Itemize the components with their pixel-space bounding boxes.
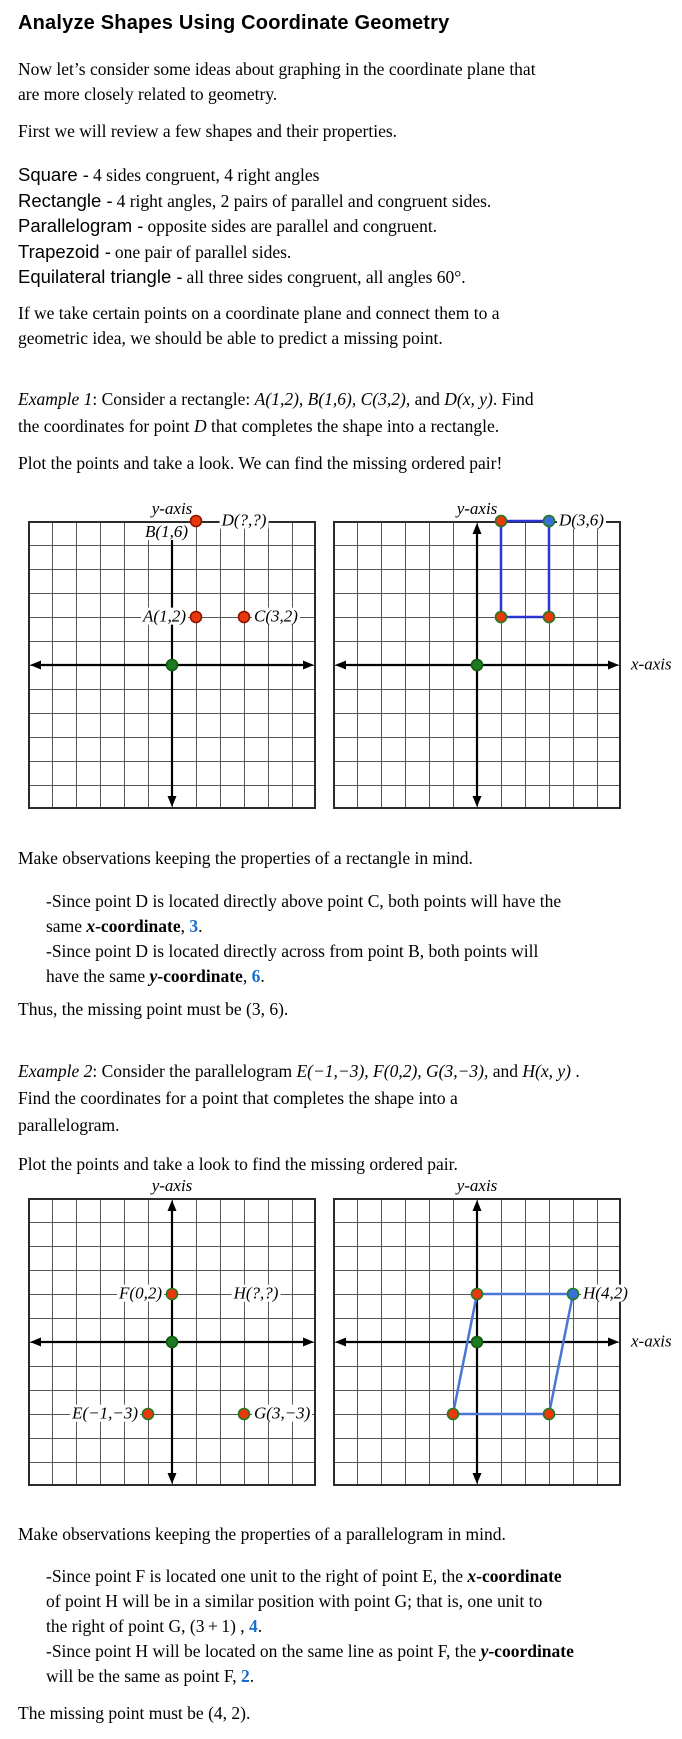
point-label-E: E(−1,−3): [72, 1403, 138, 1423]
text-line: Thus, the missing point must be (3, 6).: [18, 999, 289, 1019]
point-dot-origin: [472, 1337, 483, 1348]
text-line: The missing point must be (4, 2).: [18, 1703, 251, 1723]
point-dot-F: [167, 1289, 178, 1300]
text-seg: . Find: [492, 389, 534, 409]
graph-ex1-right: [333, 499, 672, 809]
text-seg: ,: [180, 916, 190, 936]
observations1-heading: [18, 846, 658, 871]
shape-desc: one pair of parallel sides.: [114, 241, 292, 262]
observations2: [46, 1564, 646, 1689]
text-line: Now let’s consider some ideas about graphing in the coordinate plane that: [18, 59, 536, 79]
point-dot-C: [544, 612, 555, 623]
shape-name: Equilateral triangle -: [18, 266, 183, 287]
point-dot-origin: [167, 660, 178, 671]
text-seg: H(x, y): [522, 1061, 571, 1081]
text-seg: A(1,2), B(1,6), C(3,2),: [254, 389, 411, 409]
text-seg: Example 1: [18, 389, 93, 409]
text-seg: .: [571, 1061, 580, 1081]
answer-value-x: 3: [189, 916, 199, 936]
shape-desc: opposite sides are parallel and congruent.: [147, 216, 438, 236]
shape-desc: 4 right angles, 2 pairs of parallel and congruent sides.: [116, 190, 492, 211]
text-line: [46, 1589, 646, 1614]
graph-ex1-left: [28, 499, 316, 809]
observations2-heading: [18, 1522, 658, 1547]
point-label-A: A(1,2): [143, 606, 186, 626]
grid-svg: [333, 521, 621, 809]
text-seg: E(−1,−3), F(0,2), G(3,−3),: [296, 1061, 489, 1081]
text-seg: .: [198, 916, 203, 936]
shape-desc: all three sides congruent, all angles 60°.: [186, 267, 466, 287]
text-line: [18, 1112, 658, 1139]
text-line: Plot the points and take a look to find the missing ordered pair.: [18, 1154, 458, 1174]
text-seg: -Since point D is located directly across from point B, both points will: [46, 941, 539, 961]
text-line: [18, 1085, 658, 1112]
text-seg: y: [480, 1641, 489, 1661]
x-axis-label: x-axis: [631, 1331, 672, 1351]
point-label-B: B(1,6): [145, 522, 188, 541]
y-axis-label: y-axis: [151, 1176, 193, 1195]
graph-ex2-right: [333, 1176, 672, 1486]
shape-name: Parallelogram -: [18, 215, 144, 236]
answer-value-y: 2: [240, 1666, 250, 1686]
text-line: are more closely related to geometry.: [18, 84, 278, 104]
point-label-D: D(?,?): [221, 510, 267, 530]
shape-def-trapezoid: [18, 240, 658, 266]
answer-value-x: 4: [249, 1616, 258, 1636]
point-dot-G: [544, 1409, 555, 1420]
graph-ex2-left: [28, 1176, 316, 1486]
text-seg: -Since point F is located one unit to the right of point E, the: [46, 1566, 468, 1586]
point-dot-E: [448, 1409, 459, 1420]
point-dot-origin: [167, 1337, 178, 1348]
text-line: If we take certain points on a coordinate plane and connect them to a: [18, 303, 500, 323]
x-axis-label: x-axis: [631, 654, 672, 674]
text-seg: parallelogram.: [18, 1115, 120, 1135]
text-line: Make observations keeping the properties of a parallelogram in mind.: [18, 1524, 506, 1544]
text-line: Make observations keeping the properties of a rectangle in mind.: [18, 848, 473, 868]
coordinate-grid: [28, 1198, 316, 1486]
point-dot-A: [191, 612, 202, 623]
text-line: [18, 386, 658, 413]
shape-outline: [453, 1294, 573, 1414]
text-seg: .: [260, 966, 265, 986]
text-line: [46, 1614, 646, 1639]
point-dot-F: [472, 1289, 483, 1300]
point-dot-C: [239, 612, 250, 623]
shape-name: Rectangle -: [18, 189, 113, 211]
y-axis-label: y-axis: [456, 499, 498, 518]
y-axis-label: y-axis: [456, 1176, 498, 1195]
text-seg: the right of point G, (3 + 1) ,: [46, 1616, 250, 1636]
text-seg: same: [46, 916, 87, 936]
text-line: [46, 1664, 646, 1689]
text-seg: : Consider the parallelogram: [92, 1061, 297, 1081]
text-seg: -coordinate: [488, 1641, 574, 1661]
text-line: geometric idea, we should be able to predict a missing point.: [18, 328, 443, 348]
coordinate-grid: [333, 510, 672, 809]
observations1: [46, 889, 646, 989]
point-label-C: C(3,2): [254, 606, 298, 626]
shape-desc: 4 sides congruent, 4 right angles: [92, 165, 320, 185]
shape-name: Square -: [18, 164, 89, 185]
text-line: [18, 1058, 658, 1085]
point-dot-G: [239, 1409, 250, 1420]
text-seg: ,: [242, 966, 252, 986]
text-line: [18, 413, 658, 440]
point-dot-A: [496, 612, 507, 623]
text-line: [46, 1639, 646, 1664]
text-seg: D(x, y): [444, 389, 493, 409]
example2-paragraph: [18, 1058, 658, 1139]
text-seg: Example 2: [18, 1061, 93, 1081]
conclusion2: [18, 1701, 658, 1726]
text-line: Plot the points and take a look. We can find the missing ordered pair!: [18, 453, 503, 473]
text-seg: have the same: [46, 966, 150, 986]
point-dot-E: [143, 1409, 154, 1420]
intro-paragraph-1: [18, 57, 658, 107]
text-seg: : Consider a rectangle:: [92, 389, 255, 409]
text-seg: Find the coordinates for a point that completes the shape into a: [18, 1088, 458, 1108]
plot-instruction-2: [18, 1152, 658, 1177]
page-title: Analyze Shapes Using Coordinate Geometry: [18, 12, 450, 34]
text-seg: of point H will be in a similar position with point G; that is, one unit to: [46, 1591, 543, 1611]
shape-def-rectangle: [18, 189, 658, 215]
text-seg: y: [149, 966, 158, 986]
point-label-H: H(?,?): [233, 1283, 279, 1303]
text-line: [46, 914, 646, 939]
text-seg: the coordinates for point: [18, 416, 194, 436]
grid-svg: [333, 1198, 621, 1486]
plot-instruction-1: [18, 451, 658, 476]
text-seg: and: [410, 389, 445, 409]
example1-paragraph: [18, 386, 658, 440]
shape-name: Trapezoid -: [18, 240, 111, 262]
text-line: First we will review a few shapes and their properties.: [18, 121, 398, 141]
y-axis-label: y-axis: [151, 499, 193, 518]
text-line: [46, 939, 646, 964]
text-line: [46, 964, 646, 989]
point-label-F: F(0,2): [119, 1283, 162, 1303]
text-seg: -coordinate: [95, 916, 181, 936]
point-dot-H: [568, 1289, 579, 1300]
text-seg: -Since point H will be located on the same line as point F, the: [46, 1641, 481, 1661]
text-seg: -coordinate: [157, 966, 243, 986]
answer-value-y: 6: [251, 966, 261, 986]
text-line: [46, 889, 646, 914]
shape-definitions: [18, 163, 658, 291]
text-seg: x: [86, 916, 96, 936]
predict-paragraph: [18, 301, 658, 351]
point-dot-D: [544, 516, 555, 527]
text-seg: that completes the shape into a rectangle.: [206, 416, 500, 436]
text-seg: and: [488, 1061, 523, 1081]
point-label-H: H(4,2): [583, 1283, 628, 1303]
coordinate-grid: [333, 1198, 672, 1486]
intro-paragraph-2: [18, 119, 658, 144]
conclusion1: [18, 997, 658, 1022]
shape-def-equilateral-triangle: [18, 265, 658, 291]
grid-svg: [28, 1198, 316, 1486]
text-seg: D: [193, 416, 207, 436]
text-seg: x: [467, 1566, 477, 1586]
shape-def-parallelogram: [18, 214, 658, 240]
point-dot-origin: [472, 660, 483, 671]
point-label-G: G(3,−3): [254, 1403, 311, 1423]
text-seg: .: [249, 1666, 255, 1686]
text-seg: .: [257, 1616, 263, 1636]
point-label-D: D(3,6): [559, 510, 604, 530]
text-seg: will be the same as point F,: [46, 1666, 241, 1686]
shape-def-square: [18, 163, 658, 189]
text-seg: -coordinate: [476, 1566, 562, 1586]
coordinate-grid: [28, 510, 316, 809]
grid-svg: [28, 521, 316, 809]
text-line: [46, 1564, 646, 1589]
text-seg: -Since point D is located directly above point C, both points will have the: [46, 891, 562, 911]
